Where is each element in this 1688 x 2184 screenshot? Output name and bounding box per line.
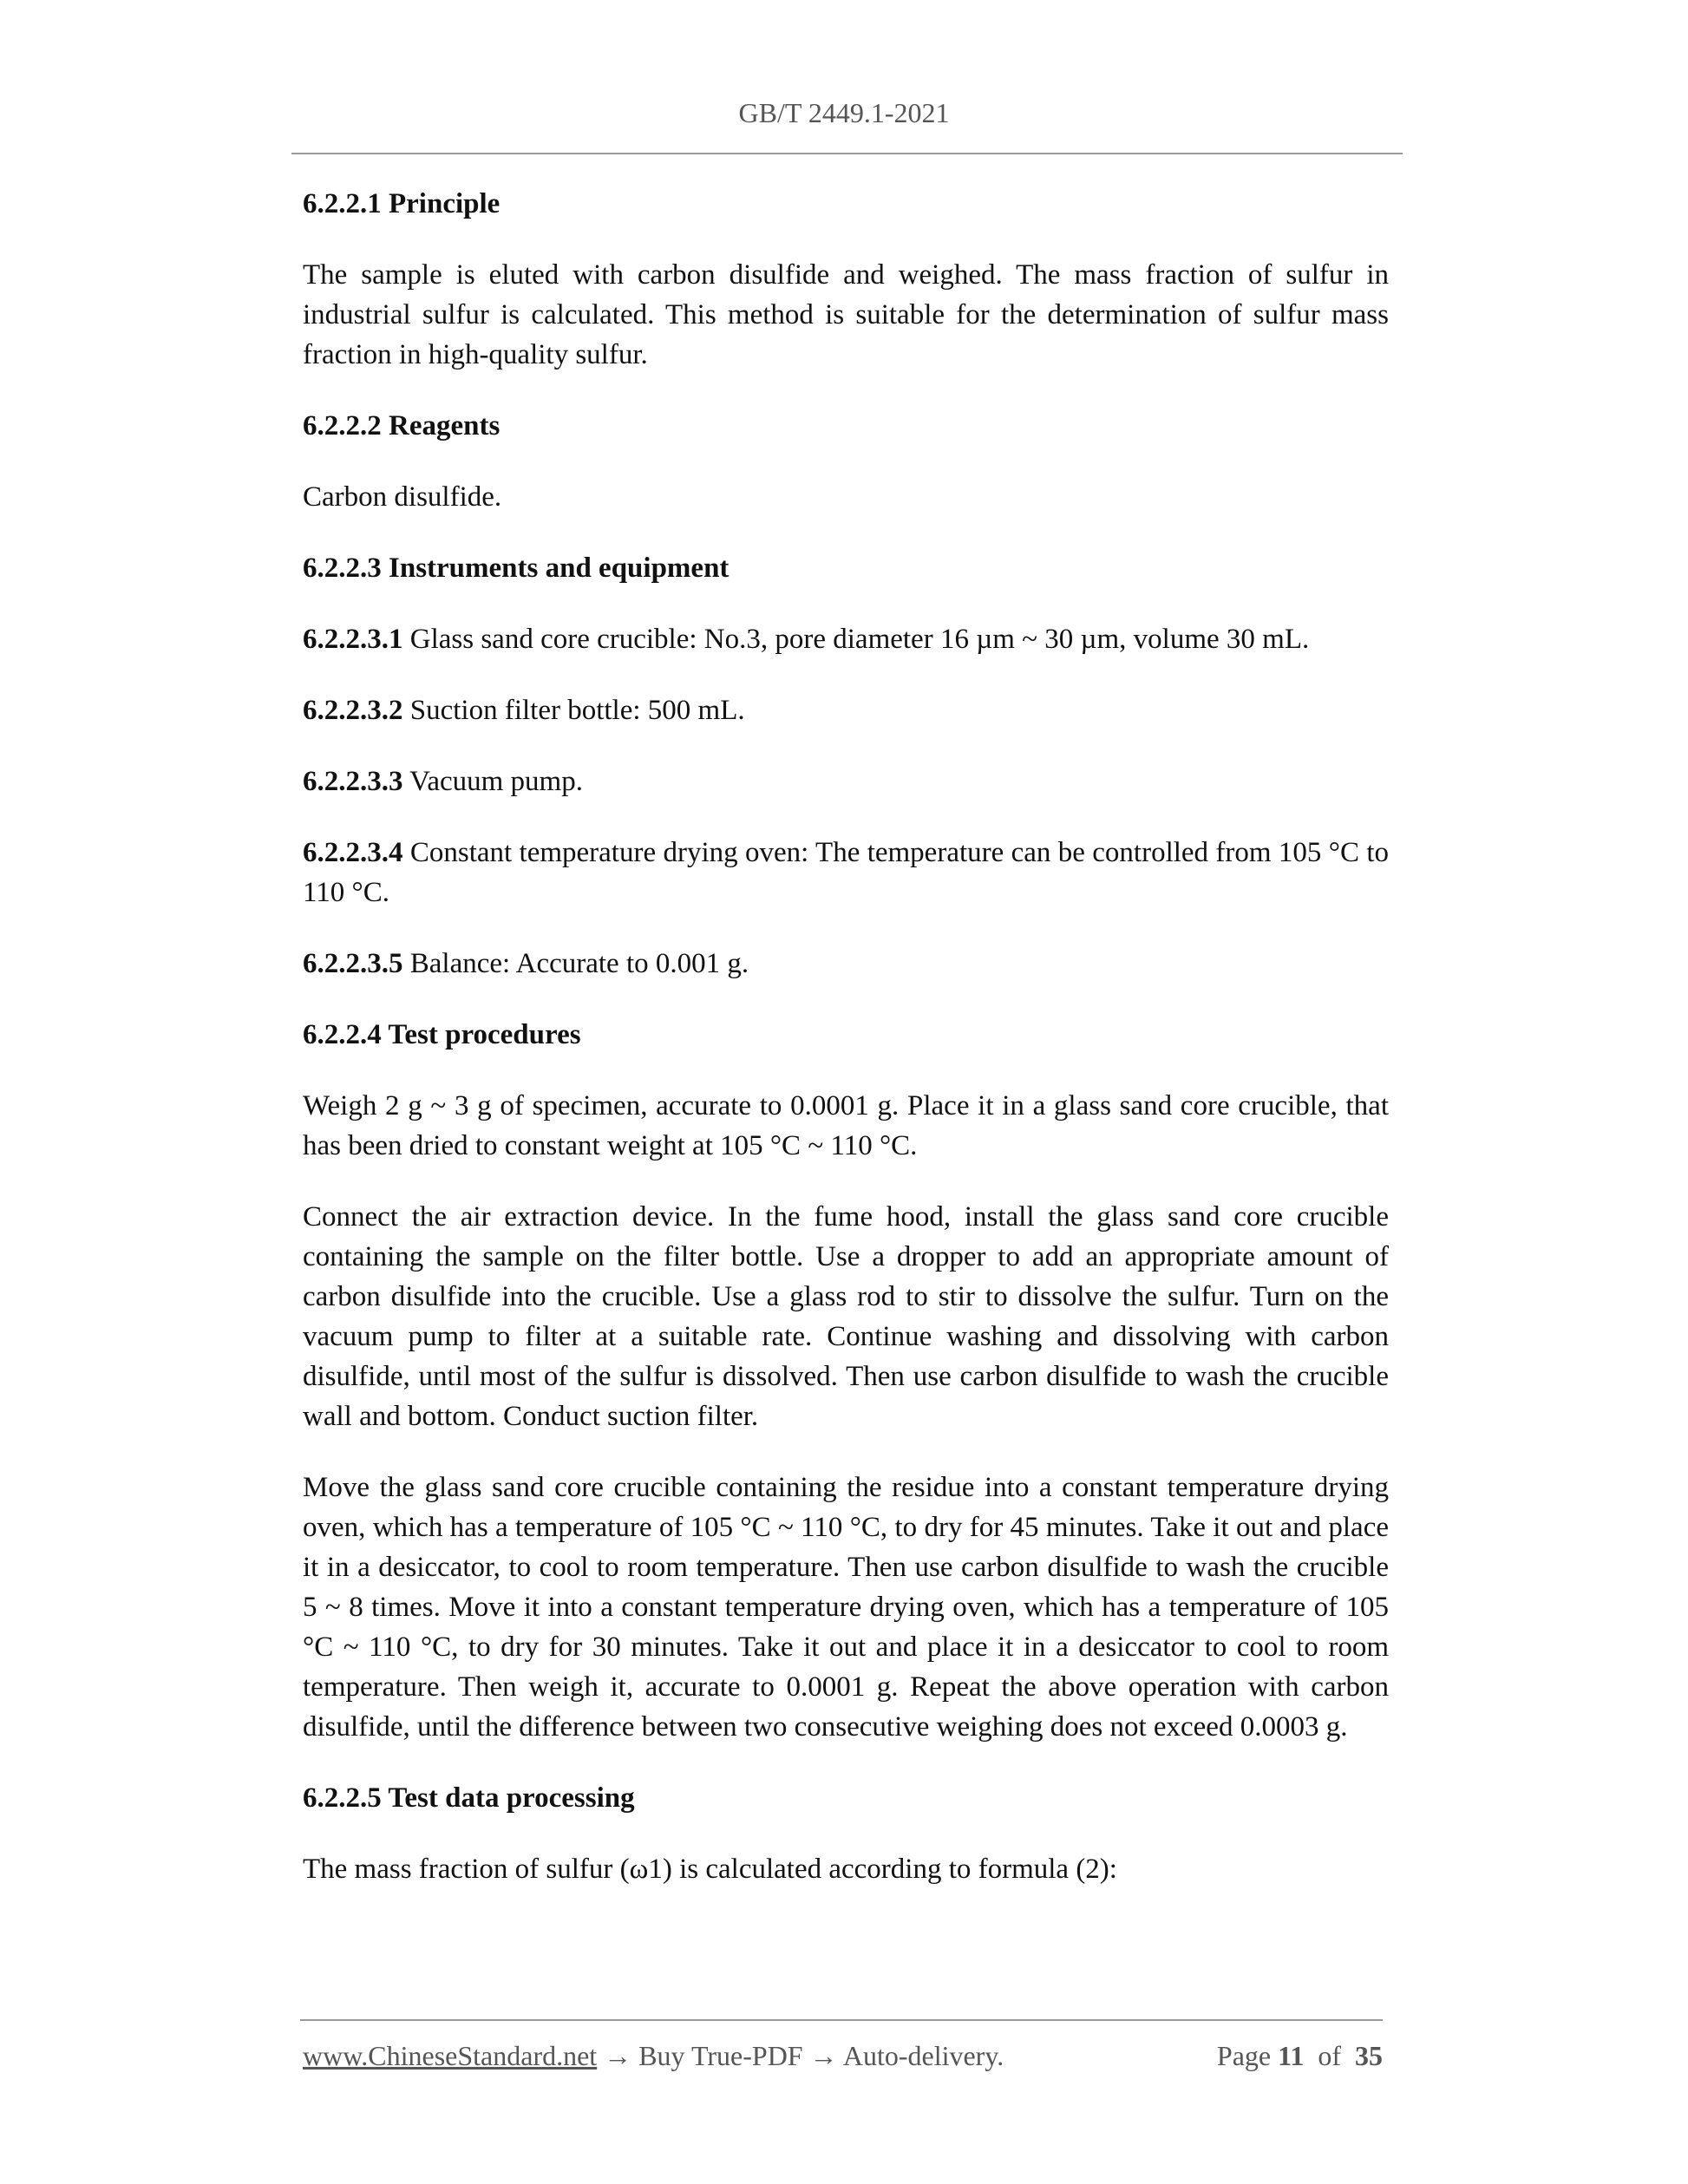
section-heading-principle: 6.2.2.1 Principle: [303, 188, 501, 219]
item-text: Constant temperature drying oven: The temperature can be controlled from 105 °C to 110 °C.: [303, 837, 1389, 908]
instrument-item: [303, 690, 1389, 730]
footer-promo-text: → Buy True-PDF → Auto-delivery.: [597, 2040, 1004, 2071]
section-heading-data-processing: 6.2.2.5 Test data processing: [303, 1782, 635, 1814]
section-heading-instruments: 6.2.2.3 Instruments and equipment: [303, 553, 730, 584]
item-text: Balance: Accurate to 0.001 g.: [402, 948, 749, 979]
procedure-paragraph: Move the glass sand core crucible containing the residue into a constant temperature drying oven, which has a temperature of 105 °C ~ 110 °C, to dry for 45 minutes. Take it out and place it in a desiccator, to cool to room temperature. Then use carbon disulfide to wash the crucible 5 ~ 8 times. Move it into a constant temperature drying oven, which has a temperature of 105 °C ~ 110 °C, to dry for 30 minutes. Take it out and place it in a desiccator to cool to room temperature. Then weigh it, accurate to 0.0001 g. Repeat the above operation with carbon disulfide, until the difference between two consecutive weighing does not exceed 0.0003 g.: [303, 1472, 1389, 1743]
reagents-paragraph: Carbon disulfide.: [303, 481, 502, 513]
item-text: Suction filter bottle: 500 mL.: [402, 695, 745, 726]
procedure-paragraph: Weigh 2 g ~ 3 g of specimen, accurate to 0.0001 g. Place it in a glass sand core crucible, that has been dried to constant weight at 105 °C ~ 110 °C.: [303, 1090, 1389, 1161]
document-body: [303, 184, 1389, 1889]
principle-paragraph: The sample is eluted with carbon disulfide and weighed. The mass fraction of sulfur in industrial sulfur is calculated. This method is suitable for the determination of sulfur mass fraction in high-quality sulfur.: [303, 259, 1389, 370]
instrument-item: [303, 619, 1389, 659]
item-text: Vacuum pump.: [402, 766, 583, 797]
section-heading-reagents: 6.2.2.2 Reagents: [303, 410, 501, 441]
instrument-item: [303, 762, 1389, 801]
current-page: 11: [1278, 2040, 1305, 2071]
website-link[interactable]: www.ChineseStandard.net: [303, 2040, 598, 2071]
section-heading-test-procedures: 6.2.2.4 Test procedures: [303, 1019, 581, 1050]
item-number: 6.2.2.3.1: [303, 624, 403, 655]
total-pages: 35: [1355, 2040, 1383, 2071]
item-number: 6.2.2.3.4: [303, 837, 403, 868]
document-code-header: GB/T 2449.1-2021: [738, 97, 950, 128]
footer-promo: [303, 2040, 1004, 2072]
instrument-item: [303, 833, 1389, 912]
item-number: 6.2.2.3.3: [303, 766, 403, 797]
page-footer: [303, 2040, 1383, 2072]
item-number: 6.2.2.3.2: [303, 695, 403, 726]
header-divider: [291, 153, 1403, 154]
footer-divider: [300, 2019, 1383, 2021]
page-indicator: Page 11 of 35: [1216, 2040, 1383, 2071]
instrument-item: [303, 944, 1389, 984]
procedure-paragraph: Connect the air extraction device. In the fume hood, install the glass sand core crucible containing the sample on the filter bottle. Use a dropper to add an appropriate amount of carbon disulfide into the crucible. Use a glass rod to stir to dissolve the sulfur. Turn on the vacuum pump to filter at a suitable rate. Continue washing and dissolving with carbon disulfide, until most of the sulfur is dissolved. Then use carbon disulfide to wash the crucible wall and bottom. Conduct suction filter.: [303, 1201, 1389, 1432]
item-number: 6.2.2.3.5: [303, 948, 403, 979]
data-processing-paragraph: The mass fraction of sulfur (ω1) is calculated according to formula (2):: [303, 1854, 1117, 1885]
item-text: Glass sand core crucible: No.3, pore diameter 16 µm ~ 30 µm, volume 30 mL.: [402, 624, 1310, 655]
